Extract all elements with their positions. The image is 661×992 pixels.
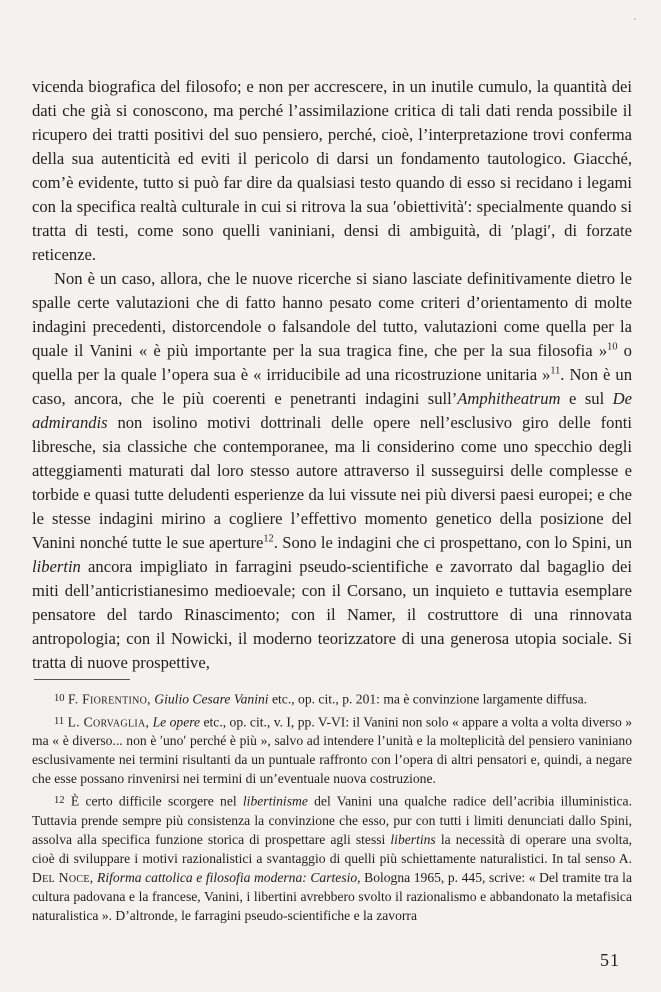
text-run: non isolino motivi dottrinali delle opere nell’esclusivo giro delle fonti libresche, sia classiche che contemporanee, ma li considerino come uno specchio degli atteggiamenti maturati dal loro stesso autore attraverso il susseguirsi delle complesse e torbide e quasi tutte deludenti esperienze da lui vissute nei più diversi paesi europei; e che le stesse indagini mirino a cogliere l’effettivo momento genetico della posizione del Vanini nonché tutte le sue aperture bbox=[32, 413, 632, 552]
footnote-number: 12 bbox=[54, 795, 65, 807]
footnote-separator bbox=[34, 679, 130, 680]
text-run: ancora impigliato in farragini pseudo-scientifiche e zavorrato dal bagaglio dei miti dell’anticristianesimo medioevale; con il Corsano, un inquieto e tuttavia esemplare pensatore del tardo Rinascimento; con il Namer, il costruttore di una rinnovata antropologia; con il Nowicki, il moderno teorizzatore di una generosa utopia sociale. Si tratta di nuove prospettive, bbox=[32, 557, 632, 672]
text-run: o quella per la quale l’opera sua è « irriducibile ad una ricostruzione unitaria » bbox=[32, 341, 632, 384]
footnote-author: L. Corvaglia, bbox=[67, 714, 150, 730]
paragraph-1: vicenda biografica del filosofo; e non per accrescere, in un inutile cumulo, la quantità dei dati che già si conoscono, ma perché l’assimilazione critica di tali dati renda possibile il ricupero dei tratti positivi del suo pensiero, perché, cioè, l’interpretazione trovi conferma della sua autenticità ed eviti il pericolo di darsi un fondamento tautologico. Giacché, com’è evidente, tutto si può far dire da qualsiasi testo quando di esso si recidano i legami con la specifica realtà culturale in cui si ritrova la sua ʹobiettivitàʹ: specialmente quando si tratta di testi, come sono quelli vaniniani, densi di ambiguità, di ʹplagiʹ, di forzate reticenze. bbox=[32, 77, 632, 264]
footnote-number: 10 bbox=[54, 693, 65, 704]
text-run: . Sono le indagini che ci prospettano, con lo Spini, un bbox=[273, 533, 632, 552]
footnote-ref-11: 11 bbox=[550, 365, 561, 377]
footnote-text: È certo difficile scorgere nel bbox=[70, 793, 243, 809]
text-run: . Non è un caso, ancora, che le più coerenti e penetranti indagini sull’ bbox=[32, 365, 632, 408]
footnote-author: F. Fiorentino, bbox=[68, 691, 151, 707]
footnote-ref-10: 10 bbox=[607, 341, 618, 353]
footnote-text: del Vanini una qualche radice dell’acribia illuministica. Tuttavia prende sempre più consistenza la convinzione che esso, pur con tutti i limiti denunciati dallo Spini, assolva alla specifica funzione storica di prospettare agli stessi bbox=[32, 793, 632, 847]
italic-title: Amphitheatrum bbox=[457, 389, 561, 408]
footnote-12 bbox=[32, 791, 632, 925]
italic-term: libertins bbox=[390, 831, 436, 847]
footnote-text: etc., op. cit., v. I, pp. V-VI: il Vanini non solo « appare a volta a volta diverso » ma « è diverso... non è ʹunoʹ perché è più », salvo ad intendere l’unità e la molteplicità del pensiero vaniniano esclusivamente nei termini risultanti da un puntuale raffronto con l’opera di altri pensatori e, quindi, a negare che esse possano rinvenirsi nei termini di un’eventuale nuova costruzione. bbox=[32, 714, 633, 787]
text-run: Non è un caso, allora, che le nuove ricerche si siano lasciate definitivamente dietro le spalle certe valutazioni che di fatto hanno pesato come criteri d’orientamento di molte indagini precedenti, distorcendole o falsandole del tutto, valutazioni come quella per la quale il Vanini « è più importante per la sua tragica fine, che per la sua filosofia » bbox=[32, 269, 632, 360]
footnote-number: 11 bbox=[54, 715, 65, 727]
paper-speck bbox=[634, 18, 636, 20]
main-text bbox=[32, 75, 632, 675]
footnote-11 bbox=[32, 712, 632, 789]
footnote-title: Riforma cattolica e filosofia moderna: Cartesio, bbox=[97, 869, 361, 885]
footnote-ref-12: 12 bbox=[263, 533, 274, 545]
italic-term: libertinisme bbox=[242, 793, 308, 809]
footnote-text: la necessità di operare una svolta, cioè di sviluppare i motivi razionalistici a svantaggio di quelli più schiettamente naturalistici. In tal senso A. bbox=[32, 831, 633, 866]
italic-title: De admirandis bbox=[32, 389, 632, 432]
footnote-title: Giulio Cesare Vanini bbox=[154, 691, 269, 707]
paragraph-2 bbox=[32, 267, 632, 675]
footnotes bbox=[32, 689, 632, 925]
footnote-author: Del Noce, bbox=[32, 869, 94, 885]
footnote-title: Le opere bbox=[152, 714, 201, 730]
italic-term: libertin bbox=[32, 557, 81, 576]
text-run: e sul bbox=[560, 389, 613, 408]
page-number: 51 bbox=[600, 950, 620, 970]
footnote-10 bbox=[32, 689, 632, 709]
footnote-text: etc., op. cit., p. 201: ma è convinzione largamente diffusa. bbox=[268, 691, 588, 707]
footnote-text: Bologna 1965, p. 445, scrive: « Del tramite tra la cultura padovana e la francese, Vanini, i libertini avrebbero svolto il razionalismo e abbandonato la metafisica naturalistica ». D’altronde, le farragini pseudo-scientifiche e la zavorra bbox=[32, 869, 632, 923]
